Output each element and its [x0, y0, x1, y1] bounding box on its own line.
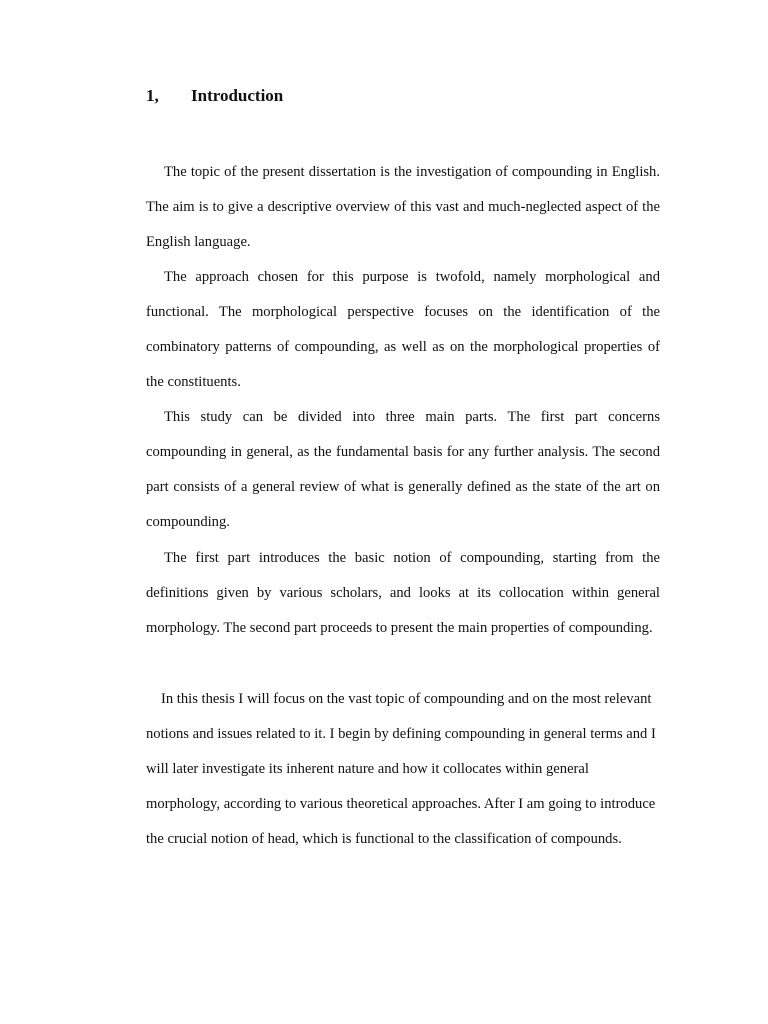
paragraph-2: The approach chosen for this purpose is twofold, namely morphological and functional. The morphological perspective focuses on the identification of the combinatory patterns of compounding, as well as on the morphological properties of the constituents. [146, 269, 660, 390]
section-number: 1, [146, 86, 159, 105]
section-title: Introduction [191, 86, 284, 105]
paragraph-4: The first part introduces the basic notion of compounding, starting from the definitions given by various scholars, and looks at its collocation within general morphology. The second part proceeds to present the main properties of compounding. [146, 550, 660, 636]
paragraph-3: This study can be divided into three main parts. The first part concerns compounding in general, as the fundamental basis for any further analysis. The second part consists of a general review of what is generally defined as the state of the art on compounding. [146, 409, 660, 530]
paragraph-5: In this thesis I will focus on the vast topic of compounding and on the most relevant notions and issues related to it. I begin by defining compounding in general terms and I will later investigate its inherent nature and how it collocates within general morphology, according to various theoretical approaches. After I am going to introduce the crucial notion of head, which is functional to the classification of compounds. [146, 691, 656, 847]
paragraph-1: The topic of the present dissertation is the investigation of compounding in English. The aim is to give a descriptive overview of this vast and much-neglected aspect of the English language. [146, 164, 660, 250]
section-heading [146, 86, 283, 106]
